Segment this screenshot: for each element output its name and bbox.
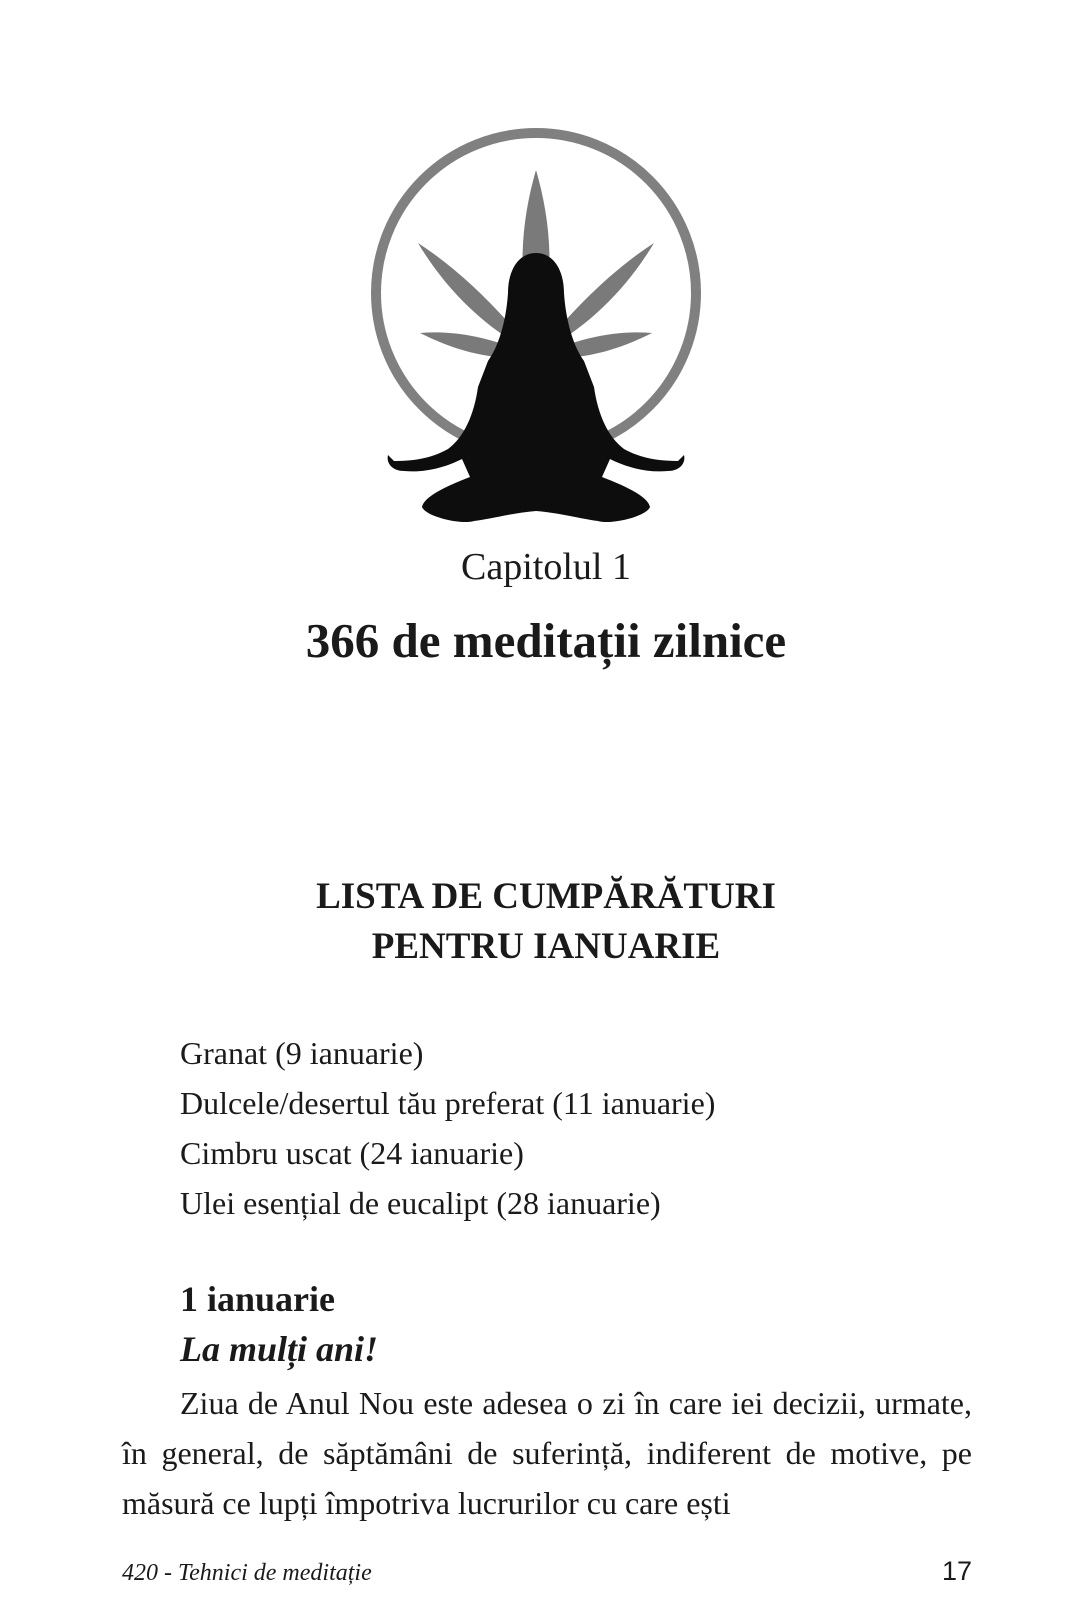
- entry-title: La mulți ani!: [180, 1329, 379, 1369]
- list-item: Dulcele/desertul tău preferat (11 ianuarie): [180, 1085, 716, 1121]
- chapter-label: Capitolul 1: [461, 546, 631, 588]
- list-item: Ulei esențial de eucalipt (28 ianuarie): [180, 1185, 661, 1221]
- list-item: Granat (9 ianuarie): [180, 1035, 424, 1071]
- chapter-title: 366 de meditații zilnice: [305, 613, 787, 668]
- meditation-emblem-icon: [370, 125, 710, 545]
- meditating-figure-icon: [388, 253, 685, 522]
- shopping-list-heading: [0, 872, 1092, 972]
- heading-line: PENTRU IANUARIE: [371, 926, 721, 967]
- page-number: 17: [941, 1556, 972, 1586]
- shopping-list: [180, 1028, 715, 1228]
- entry-body: Ziua de Anul Nou este adesea o zi în care iei decizii, urmate, în general, de săptămâni de suferință, indiferent de motive, pe măsură ce lupți împotriva lucrurilor cu care ești: [122, 1385, 972, 1521]
- entry-date: 1 ianuarie: [180, 1279, 336, 1319]
- heading-line: LISTA DE CUMPĂRĂTURI: [316, 876, 776, 917]
- footer-book-title: 420 - Tehnici de meditație: [122, 1560, 372, 1586]
- list-item: Cimbru uscat (24 ianuarie): [180, 1135, 524, 1171]
